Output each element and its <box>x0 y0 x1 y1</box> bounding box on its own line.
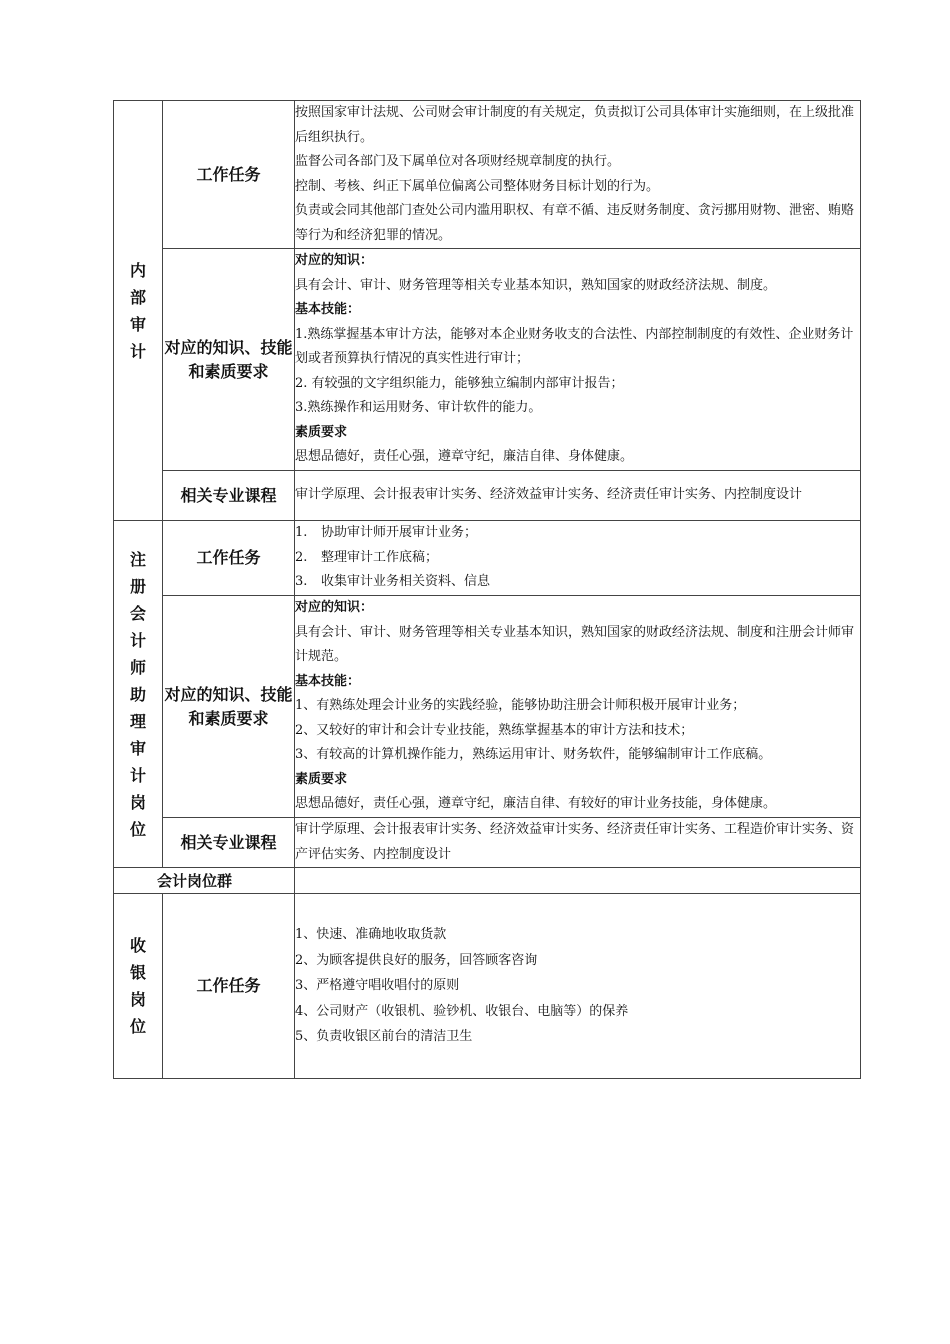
group-title-row <box>114 868 861 894</box>
knowledge-text: 具有会计、审计、财务管理等相关专业基本知识，熟知国家的财政经济法规、制度和注册会计师审计规范。 <box>295 624 855 665</box>
cpa-assistant-requirements <box>295 596 861 818</box>
skills-heading: 基本技能： <box>295 673 361 689</box>
skill-item: 1、有熟练处理会计业务的实践经验，能够协助注册会计师积极开展审计业务； <box>295 698 746 714</box>
cpa-assistant-courses: 审计学原理、会计报表审计实务、经济效益审计实务、经济责任审计实务、工程造价审计实务、资产评估实务、内控制度设计 <box>295 818 861 868</box>
task-item: 监督公司各部门及下属单位对各项财经规章制度的执行。 <box>295 154 621 169</box>
task-item: 3、严格遵守唱收唱付的原则 <box>295 978 460 994</box>
task-item: 1、快速、准确地收取货款 <box>295 927 447 943</box>
task-item: 2. 整理审计工作底稿； <box>295 549 439 565</box>
courses-label: 相关专业课程 <box>163 471 295 521</box>
task-item: 按照国家审计法规、公司财会审计制度的有关规定，负责拟订公司具体审计实施细则，在上级批准后组织执行。 <box>295 105 855 145</box>
task-label: 工作任务 <box>163 894 295 1079</box>
internal-audit-tasks <box>295 101 861 249</box>
skill-item: 2、又较好的审计和会计专业技能，熟练掌握基本的审计方法和技术； <box>295 722 694 738</box>
task-item: 1. 协助审计师开展审计业务； <box>295 525 478 541</box>
task-label: 工作任务 <box>163 101 295 249</box>
internal-audit-requirements <box>295 249 861 471</box>
task-item: 控制、考核、纠正下属单位偏离公司整体财务目标计划的行为。 <box>295 178 660 194</box>
courses-label: 相关专业课程 <box>163 818 295 868</box>
quality-text: 思想品德好，责任心强，遵章守纪，廉洁自律、有较好的审计业务技能，身体健康。 <box>295 796 777 812</box>
skill-item: 3、有较高的计算机操作能力，熟练运用审计、财务软件，能够编制审计工作底稿。 <box>295 747 772 763</box>
cpa-assistant-tasks-row <box>114 521 861 596</box>
skills-heading: 基本技能： <box>295 302 361 318</box>
cashier-category: 收银岗位 <box>114 894 163 1079</box>
cpa-assistant-tasks <box>295 521 861 596</box>
knowledge-text: 具有会计、审计、财务管理等相关专业基本知识，熟知国家的财政经济法规、制度。 <box>295 277 777 293</box>
internal-audit-courses-row <box>114 471 861 521</box>
cpa-assistant-category: 注册会计师助理审计岗位 <box>114 521 163 868</box>
skill-item: 1.熟练掌握基本审计方法，能够对本企业财务收支的合法性、内部控制制度的有效性、企业财务计划或者预算执行情况的真实性进行审计； <box>295 326 854 367</box>
knowledge-heading: 对应的知识： <box>295 253 374 269</box>
quality-heading: 素质要求 <box>295 771 348 787</box>
group-title: 会计岗位群 <box>114 868 295 894</box>
skill-item: 2. 有较强的文字组织能力，能够独立编制内部审计报告； <box>295 375 624 391</box>
task-item: 2、为顾客提供良好的服务，回答顾客咨询 <box>295 952 538 968</box>
group-title-empty-cell <box>295 868 861 894</box>
task-label: 工作任务 <box>163 521 295 596</box>
cpa-assistant-courses-row <box>114 818 861 868</box>
internal-audit-courses: 审计学原理、会计报表审计实务、经济效益审计实务、经济责任审计实务、内控制度设计 <box>295 471 861 521</box>
internal-audit-category: 内部审计 <box>114 101 163 521</box>
cashier-tasks-row <box>114 894 861 1079</box>
cpa-assistant-requirements-row <box>114 596 861 818</box>
knowledge-heading: 对应的知识： <box>295 600 374 616</box>
quality-text: 思想品德好，责任心强，遵章守纪，廉洁自律、身体健康。 <box>295 449 634 465</box>
internal-audit-requirements-row <box>114 249 861 471</box>
job-requirements-table <box>113 100 861 1079</box>
requirements-label: 对应的知识、技能和素质要求 <box>163 249 295 471</box>
quality-heading: 素质要求 <box>295 424 348 440</box>
task-item: 3. 收集审计业务相关资料、信息 <box>295 574 491 590</box>
task-item: 4、公司财产（收银机、验钞机、收银台、电脑等）的保养 <box>295 1003 629 1019</box>
task-item: 负责或会同其他部门查处公司内滥用职权、有章不循、违反财务制度、贪污挪用财物、泄密、贿赂等行为和经济犯罪的情况。 <box>295 203 855 243</box>
requirements-label: 对应的知识、技能和素质要求 <box>163 596 295 818</box>
task-item: 5、负责收银区前台的清洁卫生 <box>295 1029 473 1045</box>
internal-audit-tasks-row <box>114 101 861 249</box>
skill-item: 3.熟练操作和运用财务、审计软件的能力。 <box>295 400 542 416</box>
cashier-tasks <box>295 894 861 1079</box>
